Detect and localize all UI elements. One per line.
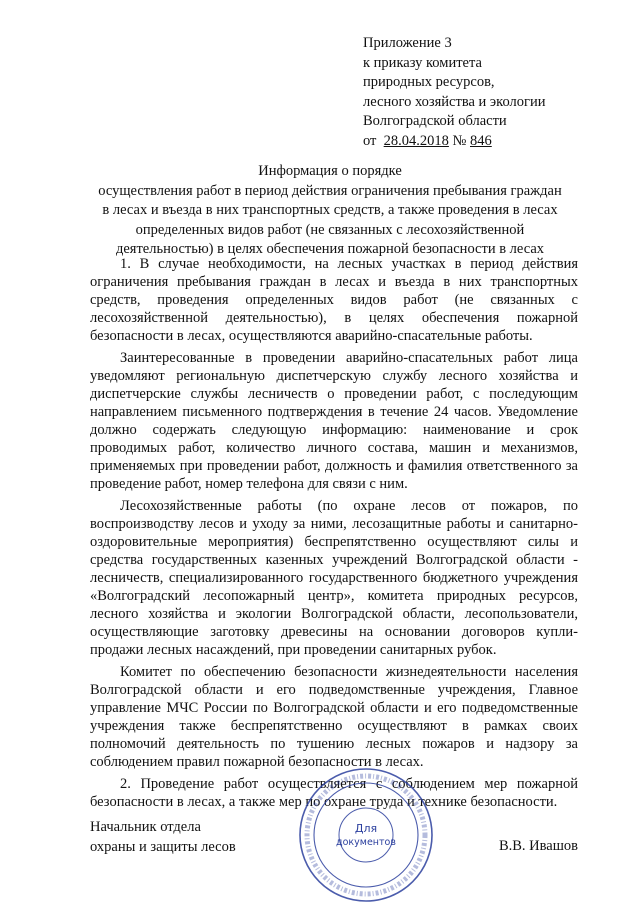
- stamp-text: Для: [354, 822, 378, 835]
- appendix-line: Волгоградской области: [363, 113, 507, 130]
- appendix-line: Приложение 3: [363, 35, 452, 51]
- title-line: Информация о порядке: [258, 163, 402, 179]
- order-number: 846: [470, 132, 492, 149]
- title-line: в лесах и въезда в них транспортных средств, а также проведения в лесах: [102, 202, 558, 219]
- document-title: [80, 162, 580, 260]
- title-line: определенных видов работ (не связанных с лесохозяйственной: [135, 221, 525, 238]
- number-sign: №: [452, 132, 467, 149]
- round-stamp: [296, 765, 436, 905]
- paragraph: 2. Проведение работ осуществляется с соблюдением мер пожарной безопасности в лесах, а также мер по охране труда и технике безопасности.: [90, 776, 578, 810]
- title-line: деятельностью) в целях обеспечения пожарной безопасности в лесах: [115, 241, 545, 258]
- title-line: осуществления работ в период действия ограничения пребывания граждан: [98, 182, 562, 199]
- stamp-text: документов: [336, 837, 396, 848]
- document-body: [90, 255, 578, 815]
- signer-position: [90, 818, 236, 857]
- from-label: от: [363, 132, 377, 149]
- signer-position-line: Начальник отдела: [90, 819, 201, 835]
- paragraph: Лесохозяйственные работы (по охране лесов от пожаров, по воспроизводству лесов и уходу за ними, лесозащитные работы и санитарно-оздоровительные мероприятия) беспрепятственно осуществляют силы и средства государственных казенных учреждений Волгоградской области - лесничеств, специализированного государственного бюджетного учреждения «Волгоградский лесопожарный центр», комитета природных ресурсов, лесного хозяйства и экологии Волгоградской области, лесопользователи, осуществляющие заготовку древесины на основании договоров купли-продажи лесных насаждений, при проведении санитарных рубок.: [90, 498, 578, 658]
- appendix-line: к приказу комитета: [363, 54, 482, 71]
- order-date-line: [363, 132, 545, 152]
- appendix-line: лесного хозяйства и экологии: [363, 93, 546, 110]
- signer-position-line: охраны и защиты лесов: [90, 838, 236, 855]
- paragraph: 1. В случае необходимости, на лесных участках в период действия ограничения пребывания граждан в лесах и въезда в них транспортных средств, проведения определенных видов работ (не связанных с лесохозяйственной деятельностью), в целях обеспечения пожарной безопасности в лесах, осуществляются аварийно-спасательные работы.: [90, 256, 578, 344]
- paragraph: Заинтересованные в проведении аварийно-спасательных работ лица уведомляют региональную диспетчерскую службу лесного хозяйства и диспетчерские службы лесничеств о проведении работ, с последующим направлением письменного подтверждения в течение 24 часов. Уведомление должно содержать следующую информацию: наименование и срок проводимых работ, количество личного состава, машин и механизмов, применяемых при проведении работ, должность и фамилия ответственного за проведение работ, номер телефона для связи с ним.: [90, 350, 578, 492]
- appendix-header: [363, 34, 545, 152]
- appendix-line: природных ресурсов,: [363, 74, 495, 91]
- paragraph: Комитет по обеспечению безопасности жизнедеятельности населения Волгоградской области и его подведомственные учреждения, Главное управление МЧС России по Волгоградской области и его подведомственные учреждения также беспрепятственно осуществляют в рамках своих полномочий деятельность по тушению лесных пожаров и надзору за соблюдением правил пожарной безопасности в лесах.: [90, 664, 578, 770]
- order-date: 28.04.2018: [383, 132, 449, 149]
- signer-name: В.В. Ивашов: [498, 838, 578, 854]
